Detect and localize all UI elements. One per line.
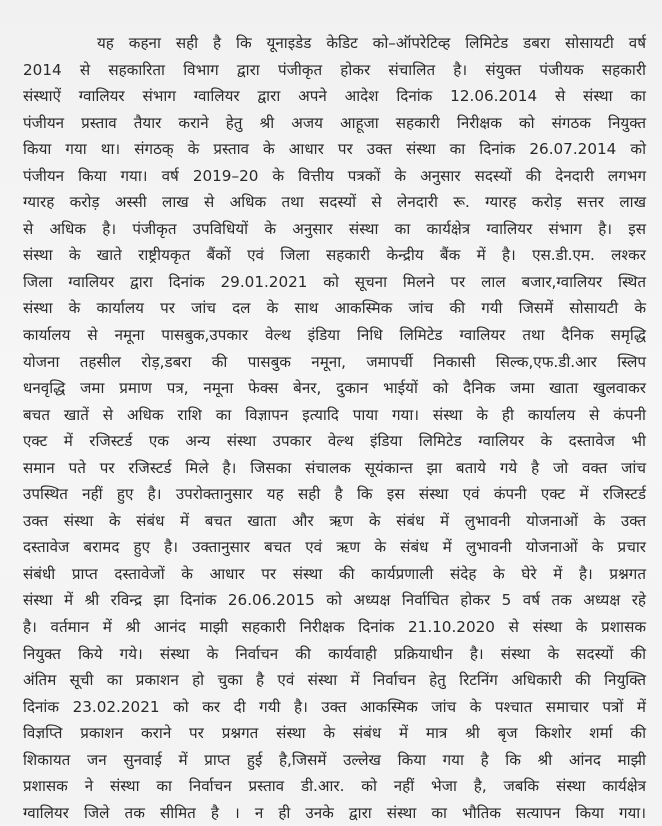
text-line: यह कहना सही है कि यूनाइडेड केडिट को–ऑपरेटिव्ह लिमिटेड डबरा सोसायटी वर्ष [97, 34, 646, 52]
text-line: अंतिम सूची का प्रकाशन हो चुका है एवं संस्था में निर्वाचन हेतु रिटनिंग अधिकारी की नियुक्ति [23, 671, 646, 690]
text-line: विज्ञप्ति प्रकाशन कराने पर प्रश्नगत संस्था के संबंध में मात्र श्री बृज किशोर शर्मा की [23, 724, 646, 743]
text-line: से अधिक है। पंजीकृत उपविधियों के अनुसार संस्था का कार्यक्षेत्र ग्वालियर संभाग है। इस [23, 219, 646, 238]
text-line: समान पते पर रजिस्टर्ड मिले है। जिसका संचालक सूयंकान्त झा बताये गये है जो वक्त जांच [23, 458, 646, 477]
text-line: संबंधी प्राप्त दस्तावेजों के आधार पर संस्था की कार्यप्रणाली संदेह के घेरे में है। प्रश्नगत [23, 564, 646, 583]
text-line: जिला ग्वालियर द्वारा दिनांक 29.01.2021 को सूचना मिलने पर लाल बजार,ग्वालियर स्थित [23, 272, 646, 291]
text-line: एक्ट में रजिस्टर्ड एक अन्य संस्था उपकार वेल्थ इंडिया लिमिटेड ग्वालियर के दस्तावेज भी [23, 432, 646, 451]
text-line: संस्था में श्री रविन्द्र झा दिनांक 26.06.2015 को अध्यक्ष निर्वाचित होकर 5 वर्ष तक अध्यक्ष रहे [23, 591, 646, 610]
text-line: दस्तावेज बरामद हुए है। उक्तानुसार बचत एवं ऋण के संबंध में लुभावनी योजनाओं के प्रचार [23, 538, 646, 557]
text-line: पंजीयन किया गया। वर्ष 2019–20 के वित्तीय पत्रकों के अनुसार सदस्यों की देनदारी लगभग [23, 166, 646, 185]
text-line: ग्वालियर जिले तक सीमित है । न ही उनके द्वारा संस्था का भौतिक सत्यापन किया गया। [23, 803, 646, 822]
text-line: धनवृद्धि जमा प्रमाण पत्र, नमूना फेक्स बेनर, दुकान भाईयों को दैनिक जमा खाता खुलवाकर [23, 379, 646, 398]
text-line: संस्था के खाते राष्ट्रीयकृत बैंकों एवं जिला सहकारी केन्द्रीय बैंक में है। एस.डी.एम. लश्कर [23, 246, 646, 265]
text-line: संस्था के कार्यालय पर जांच दल के साथ आकस्मिक जांच की गयी जिसमें सोसायटी के [23, 299, 646, 318]
text-line: 2014 से सहकारिता विभाग द्वारा पंजीकृत होकर संचालित है। संयुक्त पंजीयक सहकारी [23, 60, 646, 79]
text-line: है। वर्तमान में श्री आनंद माझी सहकारी निरीक्षक दिनांक 21.10.2020 से संस्था के प्रशासक [23, 618, 646, 637]
text-line: ग्यारह करोड़ अस्सी लाख से अधिक तथा सदस्यों से लेनदारी रू. ग्यारह करोड़ सत्तर लाख [23, 193, 646, 212]
text-line: शिकायत जन सुनवाई में प्राप्त हुई है,जिसमें उल्लेख किया गया है कि श्री आंनद माझी [23, 750, 646, 769]
text-line: उक्त संस्था के संबंध में बचत खाता और ऋण के संबंध में लुभावनी योजनाओं के उक्त [23, 511, 646, 530]
text-line: पंजीयन प्रस्ताव तैयार कराने हेतु श्री अजय आहूजा सहकारी निरीक्षक को संगठक नियुक्त [23, 113, 646, 132]
text-line: कार्यालय से नमूना पासबुक,उपकार वेल्थ इंडिया निधि लिमिटेड ग्वालियर तथा दैनिक समृद्धि [23, 326, 646, 345]
document-paragraph [23, 30, 646, 826]
text-line: प्रशासक ने संस्था का निर्वाचन प्रस्ताव डी.आर. को नहीं भेजा है, जबकि संस्था कार्यक्षेत्र [23, 777, 646, 796]
text-line: बचत खातें से अधिक राशि का विज्ञापन इत्यादि पाया गया। संस्था के ही कार्यालय से कंपनी [23, 405, 646, 424]
text-line: संस्थाऐं ग्वालियर संभाग ग्वालियर द्वारा अपने आदेश दिनांक 12.06.2014 से संस्था का [23, 87, 646, 106]
text-line: किया गया था। संगठक् के प्रस्ताव के आधार पर उक्त संस्था का दिनांक 26.07.2014 को [23, 140, 646, 159]
text-line: नियुक्त किये गये। संस्था के निर्वाचन की कार्यवाही प्रक्रियाधीन है। संस्था के सदस्यों की [23, 644, 646, 663]
text-line: योजना तहसील रोड़,डबरा की पासबुक नमूना, जमापर्ची निकासी सिल्क,एफ.डी.आर स्लिप [23, 352, 646, 371]
text-line: उपस्थित नहीं हुए है। उपरोक्तानुसार यह सही है कि इस संस्था एवं कंपनी एक्ट में रजिस्टर्ड [23, 485, 646, 504]
text-line: दिनांक 23.02.2021 को कर दी गयी है। उक्त आकस्मिक जांच के पश्चात समाचार पत्रों में [23, 697, 646, 716]
